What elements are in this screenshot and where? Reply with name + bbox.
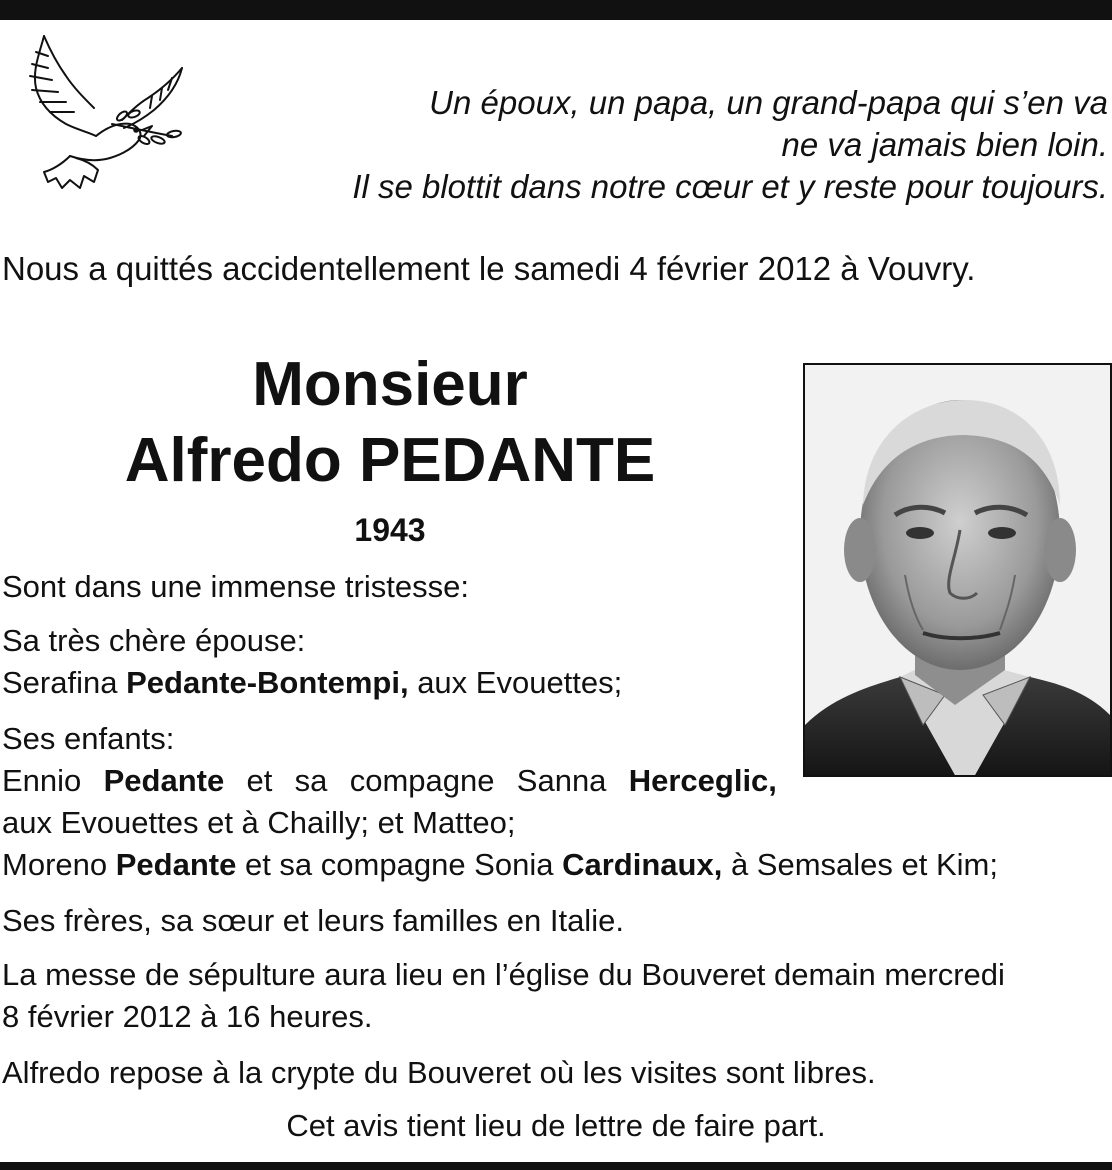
- service-line-1: La messe de sépulture aura lieu en l’église du Bouveret demain mercredi: [2, 957, 1005, 992]
- epitaph-quote: [352, 82, 1108, 208]
- birth-year: 1943: [354, 512, 426, 548]
- quote-line: ne va jamais bien loin.: [781, 126, 1108, 163]
- spouse-first-name: Serafina: [2, 665, 118, 700]
- child1-line: [2, 760, 777, 802]
- child2-first-name: Moreno: [2, 847, 108, 882]
- word: sa: [294, 763, 328, 798]
- word: compagne: [349, 763, 495, 798]
- top-rule: [0, 0, 1112, 20]
- siblings-line: Ses frères, sa sœur et leurs familles en Italie.: [2, 903, 624, 938]
- visits-line: Alfredo repose à la crypte du Bouveret où les visites sont libres.: [2, 1055, 876, 1090]
- death-announcement: Nous a quittés accidentellement le samedi 4 février 2012 à Vouvry.: [2, 250, 976, 287]
- service-line-2: 8 février 2012 à 16 heures.: [2, 999, 373, 1034]
- spouse-surname: Pedante-Bontempi,: [126, 665, 409, 700]
- quote-line: Un époux, un papa, un grand-papa qui s’en va: [429, 84, 1108, 121]
- spouse-place: aux Evouettes;: [417, 665, 623, 700]
- child2-line: [2, 844, 998, 886]
- bottom-rule: [0, 1162, 1112, 1170]
- full-name: Alfredo PEDANTE: [124, 426, 656, 495]
- deceased-name-heading: [0, 347, 780, 499]
- children-heading: Ses enfants:: [2, 721, 175, 756]
- word: et: [246, 763, 273, 798]
- word: Ennio: [2, 763, 82, 798]
- spouse-heading: Sa très chère épouse:: [2, 623, 306, 658]
- closing-note: Cet avis tient lieu de lettre de faire part.: [286, 1108, 826, 1143]
- portrait-image: [805, 365, 1110, 775]
- family-intro: Sont dans une immense tristesse:: [2, 569, 469, 604]
- child1-surname: Pedante: [103, 763, 225, 798]
- honorific: Monsieur: [252, 350, 528, 419]
- child1-place-line: aux Evouettes et à Chailly; et Matteo;: [2, 805, 516, 840]
- dove-icon: [22, 32, 192, 194]
- spouse-line: [2, 662, 622, 704]
- portrait-photo: [803, 363, 1112, 777]
- quote-line: Il se blottit dans notre cœur et y reste pour toujours.: [352, 168, 1108, 205]
- child2-mid: et sa compagne Sonia: [244, 847, 554, 882]
- child1-partner-surname: Herceglic,: [628, 763, 777, 798]
- word: Sanna: [516, 763, 607, 798]
- child2-partner-surname: Cardinaux,: [562, 847, 723, 882]
- child2-place: à Semsales et Kim;: [730, 847, 998, 882]
- child2-surname: Pedante: [115, 847, 237, 882]
